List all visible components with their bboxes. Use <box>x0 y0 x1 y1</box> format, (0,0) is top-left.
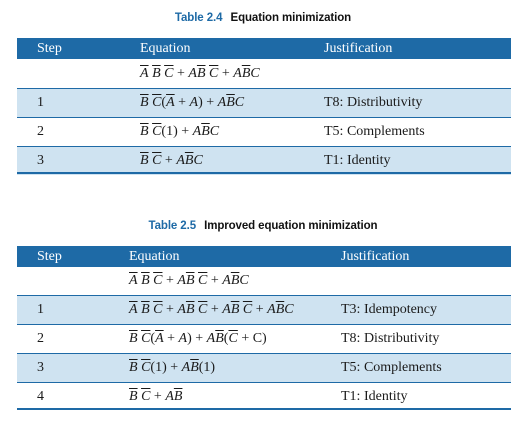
equation-cell: $\overline{A}$ $\overline{B}$ $\overline{C} + A\overline{B}$ $\overline{C} + A\overline{B}C$ <box>129 273 249 288</box>
justification-cell: T8: Distributivity <box>341 331 440 346</box>
justification-cell: T3: Idempotency <box>341 302 438 317</box>
step-cell: 4 <box>37 389 44 404</box>
table-row <box>17 383 511 411</box>
table-row <box>17 147 511 175</box>
table-header <box>17 38 511 59</box>
header-step: Step <box>37 40 62 56</box>
table-bottom-rule <box>17 408 511 410</box>
table-2-4 <box>17 38 511 175</box>
table-header <box>17 246 511 267</box>
table-title: Improved equation minimization <box>204 220 378 232</box>
equation-cell: $\overline{A}$ $\overline{B}$ $\overline{C} + A\overline{B}$ $\overline{C} + A\overline{B}$ $\overline{C} + A\overline{B}C$ <box>129 302 294 317</box>
table-row <box>17 89 511 118</box>
step-cell: 3 <box>37 360 44 375</box>
equation-cell: $\overline{B}$ $\overline{C}(1) + A\overline{B}C$ <box>140 124 220 139</box>
equation-cell: $\overline{B}$ $\overline{C} + A\overline{B}$ <box>129 389 183 404</box>
table-row <box>17 59 511 89</box>
justification-cell: T1: Identity <box>324 153 391 168</box>
step-cell: 2 <box>37 331 44 346</box>
table-2-5 <box>17 246 511 411</box>
justification-cell: T8: Distributivity <box>324 95 423 110</box>
header-justification: Justification <box>341 248 410 264</box>
header-step: Step <box>37 248 62 264</box>
table-row <box>17 118 511 147</box>
header-justification: Justification <box>324 40 393 56</box>
justification-cell: T5: Complements <box>324 124 425 139</box>
step-cell: 1 <box>37 95 44 110</box>
justification-cell: T5: Complements <box>341 360 442 375</box>
table-number: Table 2.5 <box>148 220 196 232</box>
equation-cell: $\overline{B}$ $\overline{C} + A\overline{B}C$ <box>140 153 203 168</box>
table-row <box>17 325 511 354</box>
header-equation: Equation <box>129 248 180 264</box>
table-title: Equation minimization <box>230 12 352 24</box>
table-2-5-caption <box>0 220 526 232</box>
step-cell: 3 <box>37 153 44 168</box>
table-row <box>17 267 511 296</box>
table-number: Table 2.4 <box>174 12 223 24</box>
equation-cell: $\overline{A}$ $\overline{B}$ $\overline{C} + A\overline{B}$ $\overline{C} + A\overline{B}C$ <box>140 65 260 81</box>
table-row <box>17 354 511 383</box>
header-equation: Equation <box>140 40 191 56</box>
equation-cell: $\overline{B}$ $\overline{C}(\overline{A} + A) + A\overline{B}C$ <box>140 95 245 110</box>
step-cell: 1 <box>37 302 44 317</box>
table-row <box>17 296 511 325</box>
table-2-4-caption <box>0 12 526 24</box>
justification-cell: T1: Identity <box>341 389 408 404</box>
table-bottom-rule <box>17 172 511 174</box>
equation-cell: $\overline{B}$ $\overline{C}(1) + A\overline{B}(1)$ <box>129 360 216 375</box>
step-cell: 2 <box>37 124 44 139</box>
equation-cell: $\overline{B}$ $\overline{C}(\overline{A} + A) + A\overline{B}(\overline{C} + C)$ <box>129 331 267 346</box>
